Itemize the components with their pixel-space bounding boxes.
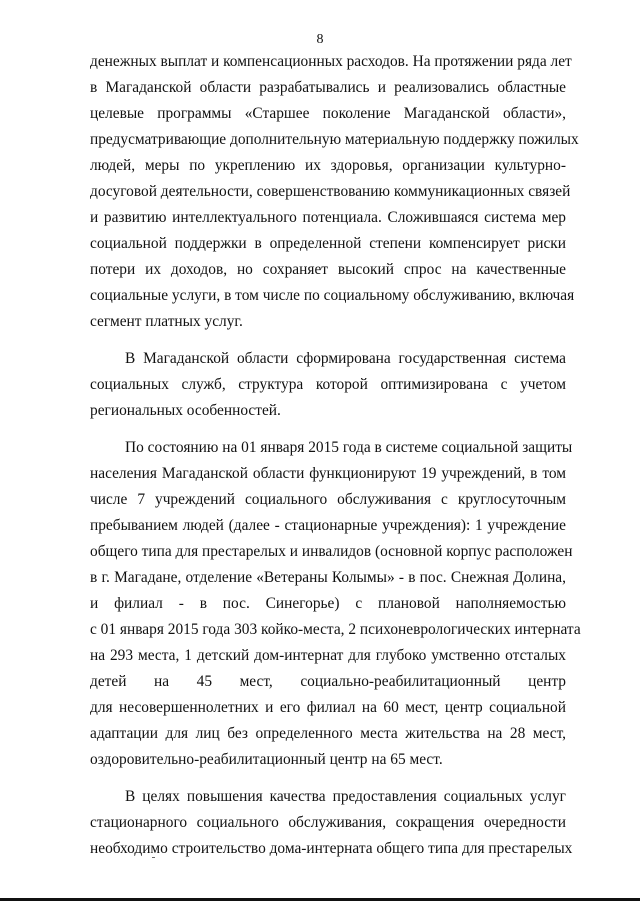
text-line: стационарного социального обслуживания, сокращения очередности <box>90 814 566 831</box>
text-line: населения Магаданской области функционируют 19 учреждений, в том <box>90 465 566 482</box>
text-line: социальных служб, структура которой оптимизирована с учетом <box>90 376 566 393</box>
text-line: потери их доходов, но сохраняет высокий спрос на качественные <box>90 261 566 278</box>
text-line: сегмент платных услуг. <box>90 313 243 330</box>
text-line: социальные услуги, в том числе по социальному обслуживанию, включая <box>90 287 575 304</box>
paragraph-social-support <box>90 49 579 335</box>
text-line: числе 7 учреждений социального обслуживания с круглосуточным <box>90 491 566 508</box>
text-line: предусматривающие дополнительную материальную поддержку пожилых <box>90 131 579 148</box>
text-line: денежных выплат и компенсационных расходов. На протяжении ряда лет <box>90 53 572 70</box>
paragraph-construction-need <box>90 784 573 862</box>
text-line: для несовершеннолетних и его филиал на 60 мест, центр социальной <box>90 699 566 716</box>
text-line: необходимо строительство дома-интерната общего типа для престарелых <box>90 840 573 857</box>
text-line: и развитию интеллектуального потенциала. Сложившаяся система мер <box>90 209 566 226</box>
text-line: с 01 января 2015 года 303 койко-места, 2 психоневрологических интерната <box>90 621 581 638</box>
text-line: досуговой деятельности, совершенствованию коммуникационных связей <box>90 183 571 200</box>
text-line: детей на 45 мест, социально-реабилитационный центр <box>90 673 566 690</box>
paragraph-institutions <box>90 435 581 773</box>
text-line: и филиал - в пос. Синегорье) с плановой наполняемостью <box>90 595 566 612</box>
text-line: социальной поддержки в определенной степени компенсирует риски <box>90 235 566 252</box>
scan-mark <box>152 857 155 858</box>
text-line: общего типа для престарелых и инвалидов (основной корпус расположен <box>90 543 573 560</box>
text-line: в г. Магадане, отделение «Ветераны Колымы» - в пос. Снежная Долина, <box>90 569 566 586</box>
text-line: региональных особенностей. <box>90 402 281 419</box>
text-line: целевые программы «Старшее поколение Магаданской области», <box>90 105 566 122</box>
page-number: 8 <box>316 32 324 47</box>
text-line: адаптации для лиц без определенного места жительства на 28 мест, <box>90 725 566 742</box>
paragraph-social-services-system <box>90 346 566 424</box>
text-line: людей, меры по укреплению их здоровья, организации культурно- <box>90 157 566 174</box>
text-line: в Магаданской области разрабатывались и реализовались областные <box>90 79 566 96</box>
text-line: В Магаданской области сформирована государственная система <box>125 350 566 367</box>
text-line: пребыванием людей (далее - стационарные учреждения): 1 учреждение <box>90 517 566 534</box>
document-body <box>90 49 581 862</box>
page-bottom-edge <box>0 898 640 901</box>
text-line: оздоровительно-реабилитационный центр на 65 мест. <box>90 751 443 768</box>
text-line: По состоянию на 01 января 2015 года в системе социальной защиты <box>125 439 573 456</box>
text-line: В целях повышения качества предоставления социальных услуг <box>125 788 566 805</box>
text-line: на 293 места, 1 детский дом-интернат для глубоко умственно отсталых <box>90 647 566 664</box>
